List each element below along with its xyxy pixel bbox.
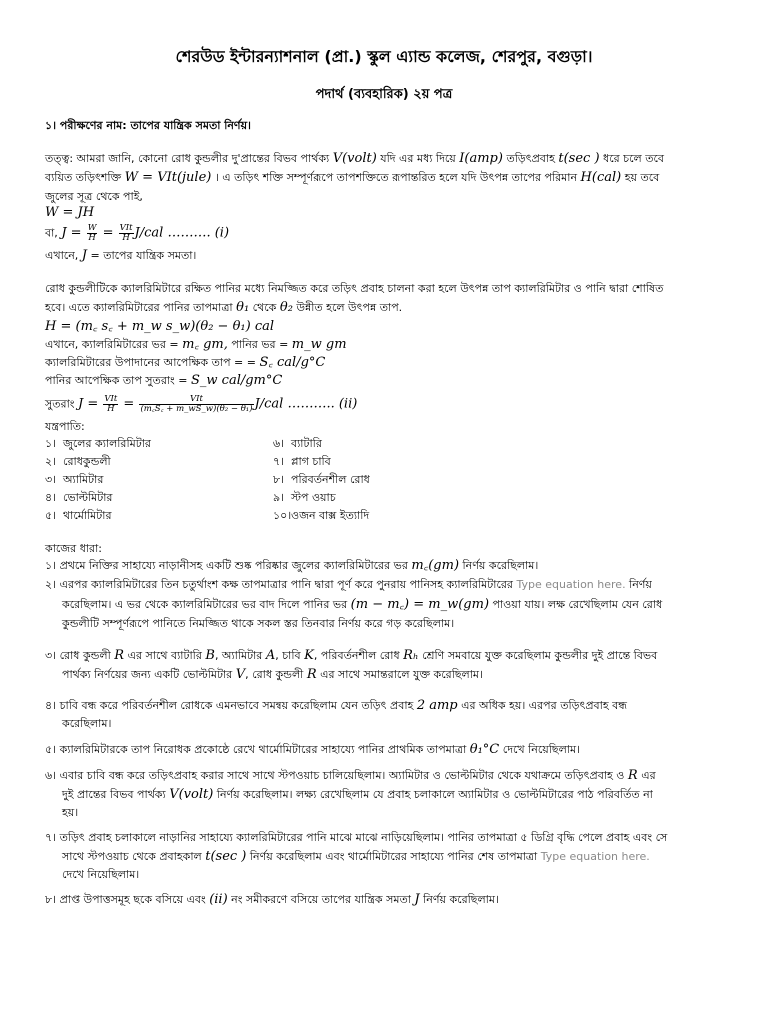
text: পাওয়া যায়। লক্ষ রেখেছিলাম যেন রোধ [489, 598, 663, 611]
math: R [627, 768, 638, 783]
text: শ্রেণি সমবায়ে যুক্ত করেছিলাম কুন্ডলীর দুই প্রান্তে বিভব [418, 649, 658, 662]
procedure-step-7-line-2 [62, 850, 650, 864]
apparatus-right-cell [273, 437, 322, 451]
calorimeter-para-1: রোধ কুন্ডলীটিকে ক্যালরিমিটারে রক্ষিত পানির মধ্যে নিমজ্জিত করে তড়িৎ প্রবাহ চালনা করা হলে উৎপন্ন তাপ ক্যালরিমিটার ও পানি দ্বারা শোষিত [45, 282, 664, 295]
fraction-vit-over-mass-heat [139, 395, 253, 414]
apparatus-item: ওজন বাক্স ইত্যাদি [291, 509, 370, 522]
text: নির্ণয় [625, 578, 652, 591]
text: থেকে [249, 301, 280, 314]
text: , চাবি [275, 649, 305, 662]
subject-title: পদার্থ (ব্যবহারিক) ২য় পত্র [315, 87, 453, 102]
fraction-vit-over-h [103, 395, 118, 414]
text: ৬। এবার চাবি বন্ধ করে তড়িৎপ্রবাহ করার সাথে সাথে স্টপওয়াচ চালিয়েছিলাম। অ্যামিটার ও ভোল্টমিটার থেকে যথাক্রমে তড়িৎপ্রবাহ ও [45, 769, 628, 782]
apparatus-heading: যন্ত্রপাতি: [45, 420, 85, 433]
math-current: I(amp) [459, 151, 503, 166]
item-number: ১০। [273, 509, 292, 522]
text: যদি এর মধ্য দিয়ে [376, 152, 460, 165]
procedure-step-5 [45, 743, 580, 757]
math: K [304, 648, 314, 663]
procedure-step-8 [45, 893, 499, 907]
item-number: ৯। [273, 491, 285, 504]
math: θ₁ [236, 300, 250, 315]
text: ধরে চলে তবে [599, 152, 665, 165]
math: J/cal ……….. (ii) [254, 396, 358, 412]
text: , অ্যামিটার [214, 649, 266, 662]
item-number: ১। [45, 437, 57, 450]
math-heat: H(cal) [580, 170, 622, 185]
equation-note [45, 249, 196, 263]
apparatus-right-cell [273, 473, 370, 487]
item-number: ৩। [45, 473, 57, 486]
fraction-w-over-h [87, 224, 98, 243]
text: এর সাথে ব্যাটারি [124, 649, 206, 662]
math: = [98, 225, 118, 241]
text: = তাপের যান্ত্রিক সমতা। [86, 249, 197, 262]
apparatus-item: ভোল্টমিটার [63, 491, 113, 504]
item-number: ৫। [45, 509, 57, 522]
text: উন্নীত হলে উৎপন্ন তাপ. [292, 301, 403, 314]
procedure-step-2-line-3: কুন্ডলীটি সম্পূর্ণরূপে পানিতে নিমজ্জিত থাকে সকল স্তর তিনবার নির্ণয় করে গড় করেছিলাম। [62, 617, 455, 630]
apparatus-item: জুলের ক্যালরিমিটার [63, 437, 151, 450]
math: m꜀(gm) [411, 558, 460, 573]
procedure-step-7-line-3: দেখে নিয়েছিলাম। [62, 868, 140, 881]
item-number: ২। [45, 455, 57, 468]
text: নির্ণয় করেছিলাম। [419, 893, 499, 906]
math: V(volt) [169, 787, 214, 802]
text: তত্ত্ব: আমরা জানি, কোনো রোধ কুন্ডলীর দু'প্রান্তের বিভব পার্থক্য [45, 152, 333, 165]
apparatus-row-1 [45, 437, 322, 451]
apparatus-right-cell [273, 455, 331, 469]
numerator: VIt [119, 223, 133, 233]
text: ১। প্রথমে নিক্তির সাহায্যে নাড়ানীসহ একটি শুষ্ক পরিষ্কার জুলের ক্যালরিমিটারের ভর [45, 559, 412, 572]
text: ব্যয়িত তড়িৎশক্তি [45, 171, 125, 184]
theory-line-3: জুলের সূত্র থেকে পাই, [45, 190, 143, 203]
apparatus-item: পরিবর্তনশীল রোধ [291, 473, 370, 486]
text: নির্ণয় করেছিলাম। [459, 559, 539, 572]
text: , পরিবর্তনশীল রোধ [313, 649, 404, 662]
math: = [119, 396, 139, 412]
text: নির্ণয় করেছিলাম এবং থার্মোমিটারের সাহায্যে পানির শেষ তাপমাত্রা [246, 850, 541, 863]
procedure-step-3-line-1 [45, 649, 657, 663]
procedure-step-3-line-2 [62, 668, 483, 682]
procedure-step-6-line-3: হয়। [62, 806, 79, 819]
math-work: W = VIt(jule) [124, 170, 212, 185]
text: ৪। চাবি বন্ধ করে পরিবর্তনশীল রোধকে এমনভাবে সমন্বয় করেছিলাম যেন তড়িৎ প্রবাহ [45, 699, 417, 712]
apparatus-item: ব্যাটারি [291, 437, 322, 450]
equation-i [45, 224, 229, 243]
equation-heat [45, 320, 274, 334]
procedure-step-2-line-2 [62, 598, 662, 612]
numerator: VIt [139, 395, 253, 405]
specific-heat-calorimeter [45, 356, 325, 370]
text: পানির ভর = [227, 338, 292, 351]
text: সুতরাং [45, 397, 78, 411]
text: এর অধিক হয়। এরপর তড়িৎপ্রবাহ বন্ধ [457, 699, 627, 712]
denominator: H [122, 233, 130, 243]
math: (m − m꜀) = m_w(gm) [350, 597, 490, 612]
numerator: W [87, 223, 97, 233]
apparatus-item: স্টপ ওয়াচ [291, 491, 336, 504]
math: (ii) [209, 892, 228, 907]
text: হবে। এতে ক্যালরিমিটারের পানির তাপমাত্রা [45, 301, 237, 314]
denominator: (m꜀S꜀ + m_wS_w)(θ₂ − θ₁) [140, 404, 253, 414]
procedure-step-1 [45, 559, 538, 573]
experiment-name: ১। পরীক্ষণের নাম: তাপের যান্ত্রিক সমতা নির্ণয়। [45, 119, 251, 132]
math: J/cal ………. (i) [134, 225, 230, 241]
procedure-step-4-line-1 [45, 699, 627, 713]
math: Rₕ [403, 648, 419, 663]
math-voltage: V(volt) [332, 151, 377, 166]
math-eq1: W = JH [45, 205, 95, 220]
text: হয় তবে [621, 171, 660, 184]
theory-line-1 [45, 152, 664, 166]
text: বা, [45, 226, 62, 240]
math: R [306, 667, 317, 682]
denominator: H [107, 404, 115, 414]
text: দুই প্রান্তের বিভব পার্থক্য [62, 788, 170, 801]
text: এর সাথে সমান্তরালে যুক্ত করেছিলাম। [316, 668, 483, 681]
math: t(sec ) [205, 849, 247, 864]
text: , রোধ কুন্ডলী [245, 668, 307, 681]
apparatus-row-5 [45, 509, 370, 523]
apparatus-item: রোধকুন্ডলী [63, 455, 111, 468]
math: A [265, 648, 276, 663]
procedure-step-7-line-1: ৭। তড়িৎ প্রবাহ চলাকালে নাড়ানির সাহায্যে ক্যালরিমিটারের পানি মাঝে মাঝে নাড়িয়েছিলাম। পানির তাপমাত্রা ৫ ডিগ্রি বৃদ্ধি পেলে প্রবাহ এবং সে [45, 831, 668, 844]
text: সাথে স্টপওয়াচ থেকে প্রবাহকাল [62, 850, 206, 863]
school-name: শেরউড ইন্টারন্যাশনাল (প্রা.) স্কুল এ্যান্ড কলেজ, শেরপুর, বগুড়া। [175, 47, 593, 66]
fraction-vit-over-h [119, 224, 134, 243]
item-number: ৭। [273, 455, 285, 468]
text: । এ তড়িৎ শক্তি সম্পূর্ণরূপে তাপশক্তিতে রূপান্তরিত হলে যদি উৎপন্ন তাপের পরিমান [211, 171, 581, 184]
equation-placeholder: Type equation here. [540, 850, 650, 863]
procedure-step-2-line-1 [45, 578, 652, 592]
math: R [114, 648, 125, 663]
text: পানির আপেক্ষিক তাপ সুতরাং = [45, 374, 191, 387]
apparatus-right-cell [273, 509, 369, 523]
math-eq3: H = (m꜀ s꜀ + m_w s_w)(θ₂ − θ₁) cal [45, 319, 275, 334]
text: দেখে নিয়েছিলাম। [499, 743, 580, 756]
math: m꜀ gm, [182, 337, 228, 352]
procedure-step-6-line-1 [45, 769, 656, 783]
numerator: VIt [104, 394, 118, 404]
math: J [81, 248, 87, 263]
denominator: H [88, 233, 96, 243]
math: S_w cal/gm°C [191, 373, 283, 388]
specific-heat-water [45, 374, 282, 388]
calorimeter-mass-line [45, 338, 347, 352]
apparatus-row-3 [45, 473, 370, 487]
item-number: ৮। [273, 473, 285, 486]
text: নং সমীকরণে বসিয়ে তাপের যান্ত্রিক সমতা [227, 893, 415, 906]
apparatus-row-2 [45, 455, 331, 469]
item-number: ৬। [273, 437, 285, 450]
text: এখানে, [45, 249, 82, 262]
text: ৮। প্রাপ্ত উপাত্তসমূহ ছকে বসিয়ে এবং [45, 893, 210, 906]
text: ২। এরপর ক্যালরিমিটারের তিন চতুর্থাংশ কক্ষ তাপমাত্রার পানি দ্বারা পূর্ণ করে পুনরায় পানিসহ ক্যালরিমিটারের [45, 578, 517, 591]
equation-ii [45, 395, 357, 414]
apparatus-right-cell [273, 491, 336, 505]
procedure-step-6-line-2 [62, 788, 653, 802]
math: J = [61, 225, 86, 241]
text: নির্ণয় করেছিলাম। লক্ষ্য রেখেছিলাম যে প্রবাহ চলাকালে অ্যামিটার ও ভোল্টমিটারের পাঠ পরিবর্তিত না [213, 788, 653, 801]
text: এখানে, ক্যালরিমিটারের ভর = [45, 338, 183, 351]
math: θ₂ [279, 300, 293, 315]
math: B [205, 648, 215, 663]
apparatus-row-4 [45, 491, 336, 505]
math: J = [78, 396, 103, 412]
math: m_w gm [291, 337, 347, 352]
text: পার্থক্য নির্ণয়ের জন্য একটি ভোল্টমিটার [62, 668, 236, 681]
text: করেছিলাম। এ ভর থেকে ক্যালরিমিটারের ভর বাদ দিলে পানির ভর [62, 598, 351, 611]
math: 2 amp [416, 698, 458, 713]
math: θ₁°C [469, 742, 500, 757]
text: তড়িৎপ্রবাহ [502, 152, 559, 165]
procedure-step-4-line-2: করেছিলাম। [62, 717, 112, 730]
math-time: t(sec ) [558, 151, 600, 166]
math: J [414, 892, 420, 907]
text: এর [637, 769, 656, 782]
item-number: ৪। [45, 491, 57, 504]
text: ৩। রোধ কুন্ডলী [45, 649, 115, 662]
equation-placeholder: Type equation here. [516, 578, 626, 591]
math: V [235, 667, 246, 682]
calorimeter-para-2 [45, 301, 402, 315]
math: S꜀ cal/g°C [259, 355, 326, 370]
text: ৫। ক্যালরিমিটারকে তাপ নিরোধক প্রকোষ্ঠে রেখে থার্মোমিটারের সাহায্যে পানির প্রাথমিক তাপমাত্রা [45, 743, 470, 756]
theory-line-2 [45, 171, 659, 185]
apparatus-item: অ্যামিটার [63, 473, 104, 486]
apparatus-item: থার্মোমিটার [63, 509, 112, 522]
apparatus-item: প্লাগ চাবি [291, 455, 331, 468]
text: ক্যালরিমিটারের উপাদানের আপেক্ষিক তাপ = = [45, 356, 260, 369]
equation-w-jh [45, 206, 94, 220]
procedure-heading: কাজের ধারা: [45, 542, 102, 555]
